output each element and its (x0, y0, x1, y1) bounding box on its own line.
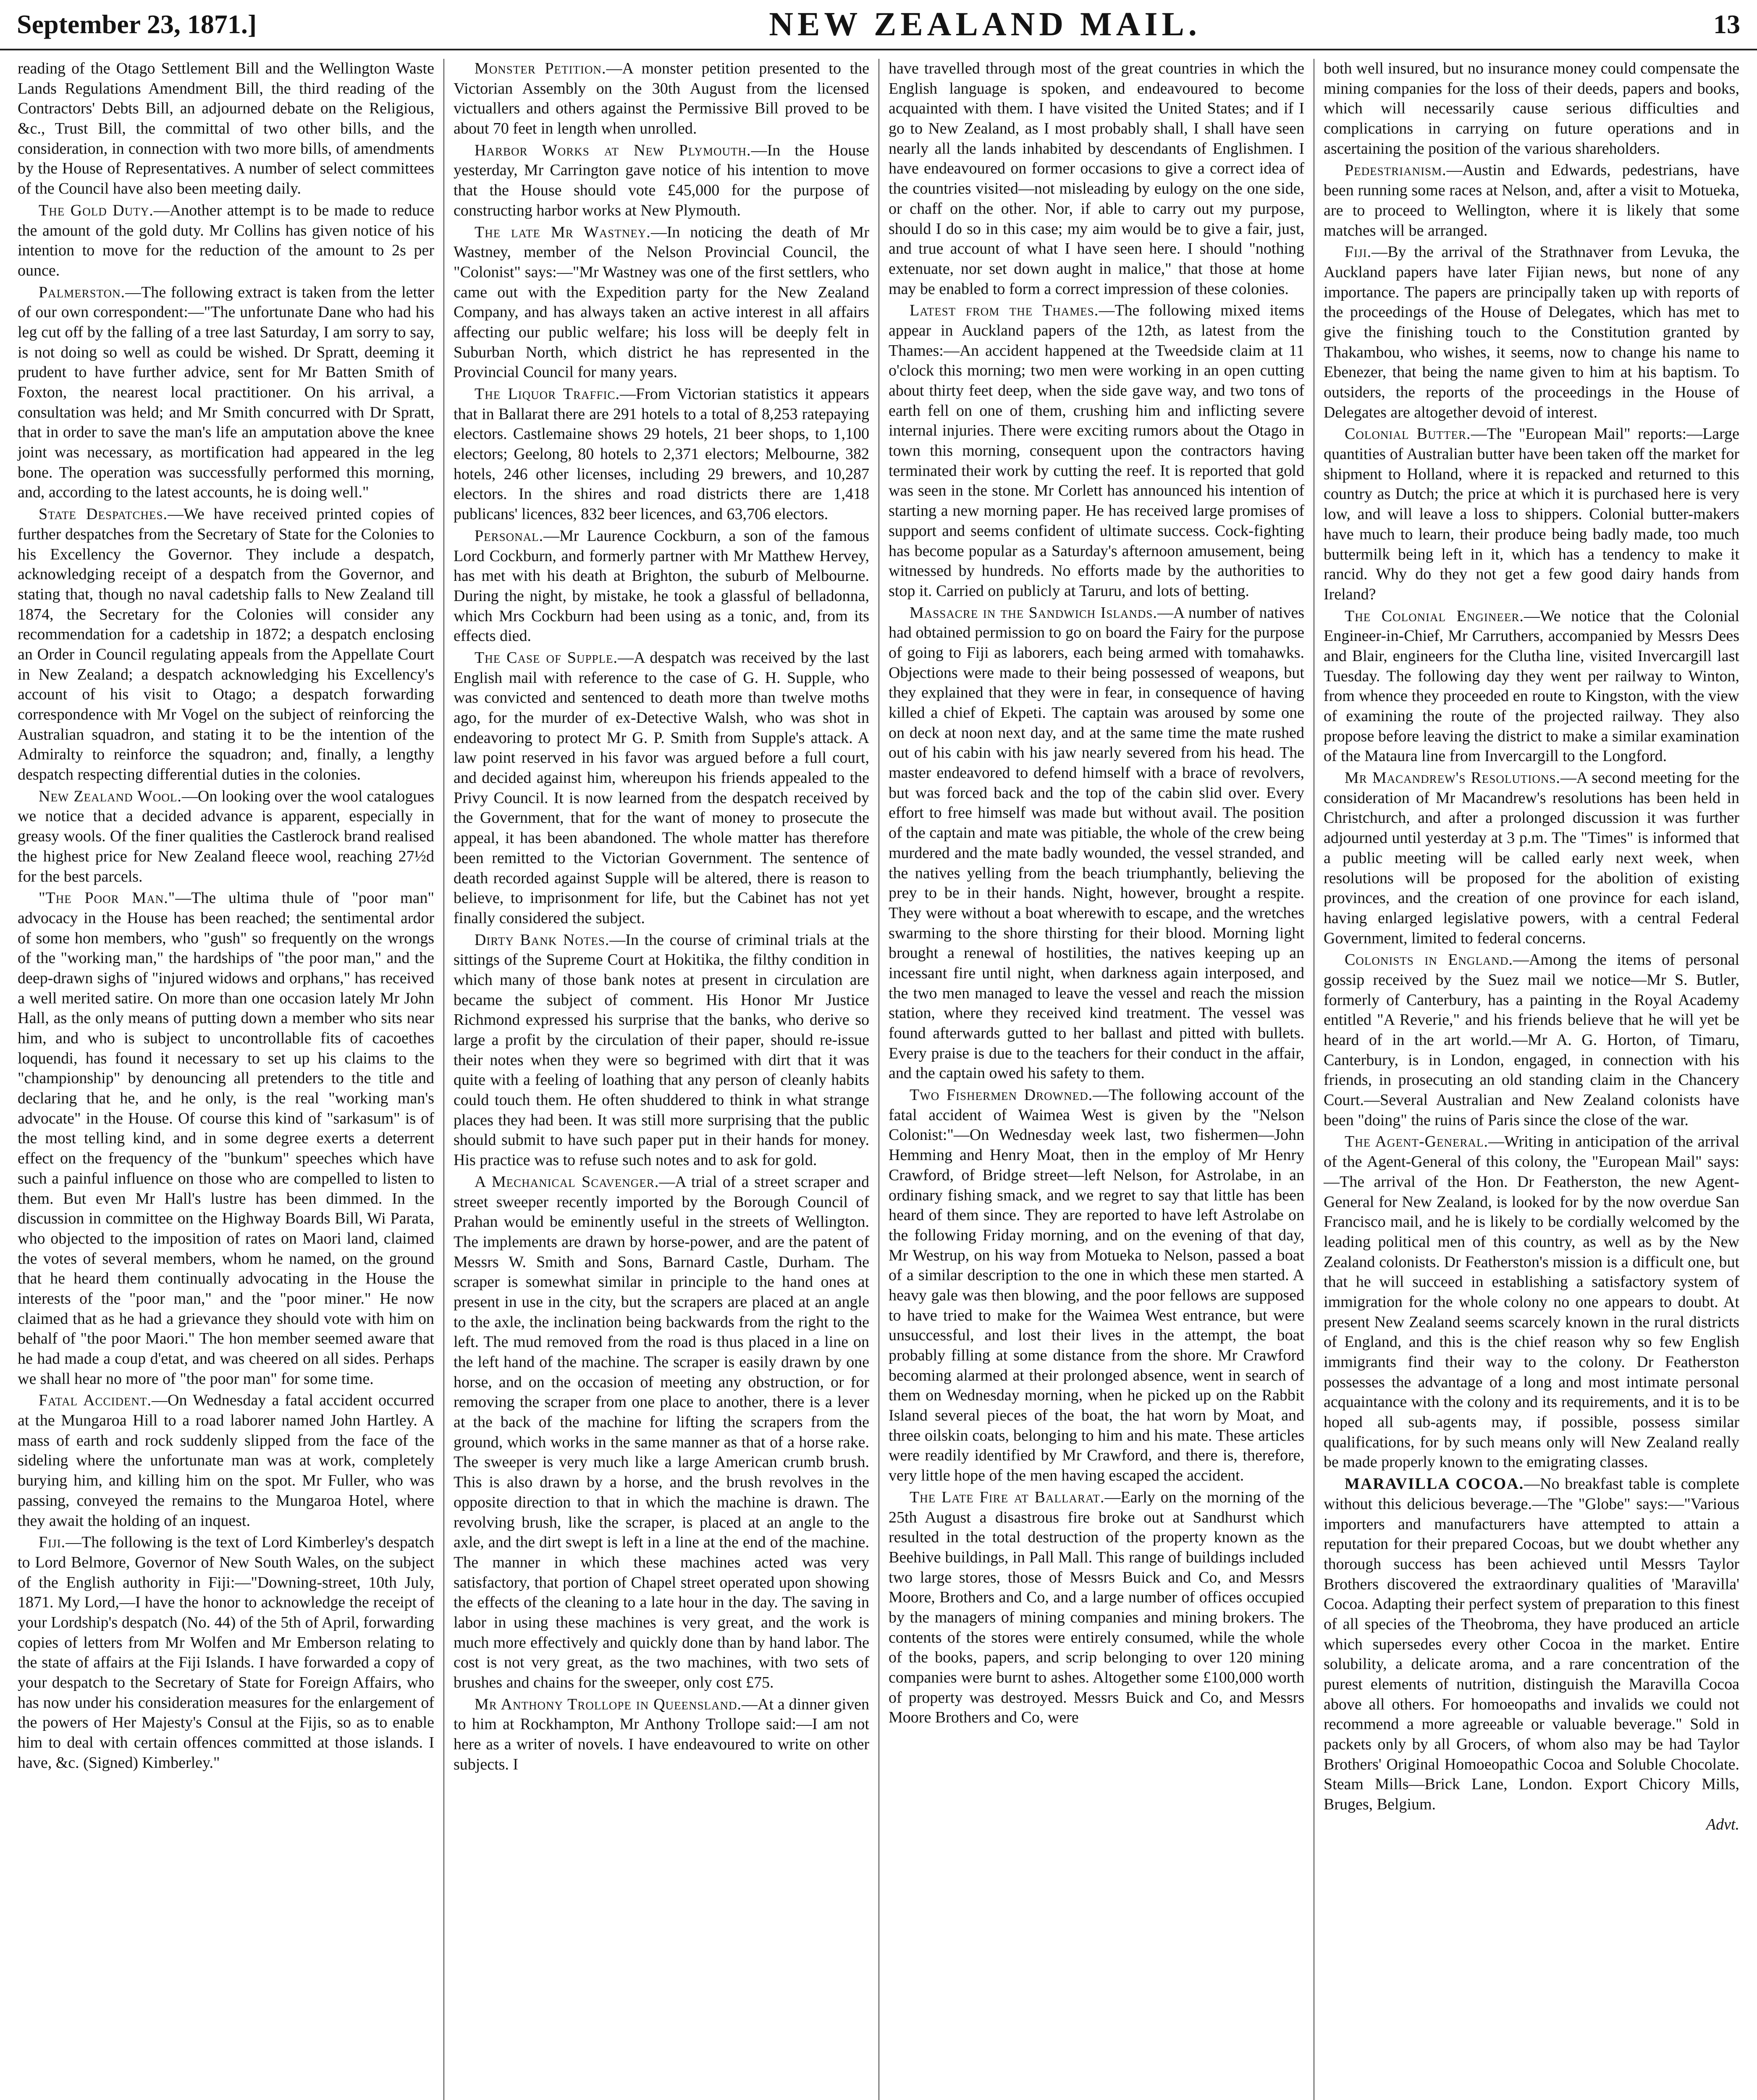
item-paragraph (889, 1488, 1304, 1728)
item-text: —On Wednesday a fatal accident occurred at the Mungaroa Hill to a road laborer named John Hartley. A mass of earth and rock suddenly slipped from the face of the sideling where the unfortunate man was at work, completely burying him, and killing him on the spot. Mr Fuller, who was passing, conveyed the remains to the Mungaroa Hotel, where they await the holding of an inquest. (18, 1391, 434, 1530)
item-heading: Colonial Butter. (1345, 425, 1471, 443)
item-heading: Palmerston. (39, 283, 126, 301)
news-item (454, 930, 869, 1171)
news-item (454, 141, 869, 221)
news-item (18, 504, 434, 785)
item-heading: The Case of Supple. (475, 648, 618, 667)
news-item (18, 1533, 434, 1773)
news-item (18, 283, 434, 503)
advertisement (1324, 1474, 1739, 1835)
item-heading: Massacre in the Sandwich Islands. (910, 604, 1157, 622)
item-text: reading of the Otago Settlement Bill and the Wellington Waste Lands Regulations Amendment Bill, the third reading of the Contractors' Debts Bill, an adjourned debate on the Religious, &c., Trust Bill, the committal of two other bills, and the consideration, in connection with two more bills, of amendments by the House of Representatives. A number of select committees of the Council have also been meeting daily. (18, 60, 434, 198)
item-paragraph (18, 283, 434, 503)
news-item (1324, 1132, 1739, 1473)
news-item (889, 603, 1304, 1084)
item-heading: Mr Macandrew's Resolutions. (1345, 769, 1560, 787)
article-columns (8, 59, 1749, 2100)
item-paragraph (18, 1533, 434, 1773)
item-paragraph (1324, 950, 1739, 1130)
item-text: —Another attempt is to be made to reduce the amount of the gold duty. Mr Collins has given notice of his intention to move for the reduction of the amount to 2s per ounce. (18, 201, 434, 279)
item-heading: Mr Anthony Trollope in Queensland. (475, 1695, 742, 1713)
item-heading: Fatal Accident. (39, 1391, 152, 1410)
item-text: —The following extract is taken from the letter of our own correspondent:—"The unfortunate Dane who had his leg cut off by the falling of a tree last Saturday, I am sorry to say, is not doing so well as could be wished. Dr Spratt, deeming it prudent to have further advice, sent for Mr Batten Smith of Foxton, the nearest local practitioner. On his arrival, a consultation was held; and Mr Smith concurred with Dr Spratt, that in order to save the man's life an amputation above the knee joint was necessary, as mortification had appeared in the leg bone. The operation was successfully performed this morning, and, according to the latest accounts, he is doing well." (18, 283, 434, 501)
item-heading: The Liquor Traffic. (475, 385, 620, 403)
issue-date: September 23, 1871.] (17, 9, 257, 39)
news-item (18, 59, 434, 199)
item-text: —In the course of criminal trials at the sittings of the Supreme Court at Hokitika, the filthy condition in which many of those bank notes at present in circulation are became the subject of comment. His Honor Mr Justice Richmond expressed his surprise that the banks, who derive so large a profit by the circulation of their paper, should re-issue their notes when they were so begrimed with dirt that it was quite with a feeling of loathing that any person of cleanly habits could touch them. He often shuddered to think in what strange places they had been. It was still more surprising that the public should submit to have such paper put in their hands for money. His practice was to refuse such notes and to ask for gold. (454, 931, 869, 1169)
item-text: —We have received printed copies of further despatches from the Secretary of State for the Colonies to his Excellency the Governor. They include a despatch, acknowledging receipt of a despatch from the Governor, and stating that, though no naval cadetship falls to New Zealand till 1874, the Secretary for the Colonies will consider any recommendation for a cadetship in 1872; a despatch enclosing an Order in Council regulating appeals from the Appellate Court in New Zealand; a despatch acknowledging his Excellency's account of his visit to Otago; a despatch forwarding correspondence with Mr Vogel on the subject of reinforcing the Australian squadron, and stating it to be the intention of the Admiralty to reinforce the squadron; and, finally, a lengthy despatch respecting differential duties in the colonies. (18, 505, 434, 784)
advert-mark: Advt. (1706, 1815, 1739, 1833)
item-text: —We notice that the Colonial Engineer-in-Chief, Mr Carruthers, accompanied by Messrs Dees and Blair, engineers for the Clutha line, visited Invercargill last Tuesday. The following day they went per railway to Winton, from whence they proceeded en route to Kingston, with the view of examining the route of the projected railway. They also propose before leaving the district to make a similar examination of the Mataura line from Invercargill to the Longford. (1324, 607, 1740, 765)
item-paragraph (1324, 160, 1739, 241)
item-text: —Austin and Edwards, pedestrians, have been running some races at Nelson, and, after a visit to Motueka, are to proceed to Wellington, where it is likely that some matches will be arranged. (1324, 161, 1739, 239)
news-item (1324, 768, 1739, 948)
item-heading: Fiji. (1345, 243, 1372, 261)
item-text: have travelled through most of the great countries in which the English language is spoken, and endeavoured to become acquainted with them. I have visited the United States; and if I go to New Zealand, as I most probably shall, I shall have seen nearly all the lands inhabited by descendants of Englishmen. I have endeavoured on former occasions to give a correct idea of the countries visited—not misleading by eulogy on the one side, or chaff on the other. Nor, if able to carry out my purpose, should I do so in this case; my aim would be to give a fair, just, and true account of what I have seen here. I should "nothing extenuate, nor set down aught in malice," that those at home may be enabled to form a correct impression of these colonies. (889, 60, 1304, 298)
page-number: 13 (1713, 9, 1740, 39)
item-text: —The ultima thule of "poor man" advocacy in the House has been reached; the sentimental ardor of some hon members, who "gush" so frequently on the wrongs of the "working man," the hardships of "the poor man," and the deep-drawn sighs of "injured widows and orphans," has received a well merited satire. On more than one occasion lately Mr John Hall, as the only means of putting down a member who sits near him, and who is subject to uncontrollable fits of cacoethes loquendi, has found it necessary to set up his claims to the "championship" by denouncing all pretenders to the title and declaring that he, and he only, is the real "working man's advocate" in the House. Of course this kind of "sarkasum" is of the most telling kind, and in some degree exerts a deterrent effect on the frequency of the "bunkum" speeches which have such a painful influence on those who are compelled to listen to them. But even Mr Hall's lustre has been dimmed. In the discussion in committee on the Highway Boards Bill, Wi Parata, who objected to the imposition of rates on Maori land, claimed the votes of several members, whom he named, on the ground that he heard them continually advocating in the House the interests of the "poor man," and the "poor miner." He now claimed that as he had a grievance they should vote with him on behalf of "the poor Maori." The hon member seemed aware that he had made a coup d'etat, and was cheered on all sides. Perhaps we shall hear no more of "the poor man" for some time. (18, 889, 434, 1388)
item-paragraph (454, 1695, 869, 1775)
item-text: —Early on the morning of the 25th August a disastrous fire broke out at Sandhurst which resulted in the total destruction of the property known as the Beehive buildings, in Pall Mall. This range of buildings included two large stores, those of Messrs Buick and Co, and Messrs Moore, Brothers and Co, and a large number of offices occupied by the managers of mining companies and mining brokers. The contents of the stores were entirely consumed, while the whole of the books, papers, and scrip belonging to over 120 mining companies were burnt to ashes. Altogether some £100,000 worth of property was destroyed. Messrs Buick and Co, and Messrs Moore Brothers and Co, were (889, 1488, 1305, 1727)
news-item (889, 1488, 1304, 1728)
item-text: —A number of natives had obtained permission to go on board the Fairy for the purpose of going to Fiji as laborers, each being armed with tomahawks. Objections were made to their being possessed of weapons, but they explained that they were in fear, in consequence of having killed a chief of Ekpeti. The captain was aroused by some one on deck at noon next day, and at the same time the mate rushed out of his cabin with his jaw nearly severed from his head. The master endeavored to defend himself with a brace of revolvers, but was forced back and the top of the cabin slid over. Every effort to free himself was made but without avail. The position of the captain and mate was pitiable, the whole of the crew being murdered and the mate badly wounded, the vessel stranded, and the natives yelling from the beach triumphantly, believing the prey to be in their hands. Night, however, brought a respite. They were without a boat wherewith to escape, and the wretches swarming to the shore thirsting for their blood. Morning light brought a renewal of hostilities, the natives keeping up an incessant fire until night, when darkness again interposed, and the two men managed to leave the vessel and reach the mission station, where they received kind treatment. The vessel was found afterwards gutted to her ballast and pitted with bullets. Every praise is due to the teachers for their conduct in the affair, and the captain owed his safety to them. (889, 604, 1305, 1082)
news-item (889, 1085, 1304, 1486)
news-item (454, 1695, 869, 1775)
item-text: —The following mixed items appear in Auckland papers of the 12th, as latest from the Thames:—An accident happened at the Tweedside claim at 11 o'clock this morning; two men were working in an open cutting about thirty feet deep, when the side gave way, and two tons of earth fell on one of them, crushing him and inflicting severe internal injuries. There were exciting rumors about the Otago in town this morning, consequent upon the contractors having terminated their work by cutting the reef. It is reported that gold was seen in the stone. Mr Corlett has announced his intention of starting a new morning paper. He has received large promises of support and seems confident of ultimate success. Cock-fighting has become popular as a Saturday's afternoon amusement, being witnessed by hundreds. No efforts made by the authorities to stop it. Carried on publicly at Taruru, and lots of betting. (889, 302, 1305, 600)
item-text: —Among the items of personal gossip received by the Suez mail we notice—Mr S. Butler, formerly of Canterbury, has a painting in the Royal Academy entitled "A Reverie," and his friends believe that he will yet be heard of in the art world.—Mr A. G. Horton, of Timaru, Canterbury, is in London, engaged, in connection with his friends, in prosecuting an old standing claim in the Chancery Court.—Several Australian and New Zealand colonists have been "doing" the ruins of Paris since the close of the war. (1324, 951, 1739, 1129)
item-heading: Dirty Bank Notes. (475, 931, 610, 949)
item-text: both well insured, but no insurance money could compensate the mining companies for the loss of their deeds, papers and books, which will necessarily cause serious difficulties and complications in carrying on future operations and in ascertaining the position of the various shareholders. (1324, 60, 1739, 158)
column-3 (878, 59, 1314, 2100)
item-paragraph (18, 504, 434, 785)
item-paragraph (1324, 768, 1739, 948)
item-paragraph (1324, 242, 1739, 423)
column-1 (8, 59, 443, 2100)
item-paragraph (454, 141, 869, 221)
item-text: —No breakfast table is complete without this delicious beverage.—The "Globe" says:—"Various importers and manufacturers have attempted to attain a reputation for their prepared Cocoas, but we doubt whether any thorough success has been achieved until Messrs Taylor Brothers discovered the extraordinary qualities of 'Maravilla' Cocoa. Adapting their perfect system of preparation to this finest of all species of the Theobroma, they have produced an article which supersedes every other Cocoa in the market. Entire solubility, a delicate aroma, and a rare concentration of the purest elements of nutrition, distinguish the Maravilla Cocoa above all others. For homoeopaths and invalids we could not recommend a more agreeable or valuable beverage." Sold in packets only by all Grocers, of whom also may be had Taylor Brothers' Original Homoeopathic Cocoa and Soluble Chocolate. Steam Mills—Brick Lane, London. Export Chicory Mills, Bruges, Belgium. (1324, 1475, 1739, 1814)
item-paragraph (1324, 59, 1739, 159)
news-item (454, 1172, 869, 1693)
item-text: —In the House yesterday, Mr Carrington gave notice of his intention to move that the House should vote £45,000 for the purpose of constructing harbor works at New Plymouth. (454, 141, 869, 219)
item-text: —The following is the text of Lord Kimberley's despatch to Lord Belmore, Governor of New South Wales, on the subject of the English authority in Fiji:—"Downing-street, 10th July, 1871. My Lord,—I have the honor to acknowledge the receipt of your Lordship's despatch (No. 44) of the 5th of April, forwarding copies of letters from Mr Wolfen and Mr Emberson relating to the state of affairs at the Fiji Islands. I have forwarded a copy of your despatch to the Secretary of State for Foreign Affairs, who has now under his consideration measures for the enlargement of the powers of Her Majesty's Consul at the Fijis, so as to enable him to deal with certain offences committed at those islands. I have, &c. (Signed) Kimberley." (18, 1533, 434, 1772)
news-item (1324, 424, 1739, 604)
item-paragraph (889, 603, 1304, 1084)
item-heading: Two Fishermen Drowned. (910, 1086, 1093, 1104)
item-paragraph (454, 223, 869, 383)
item-text: —By the arrival of the Strathnaver from Levuka, the Auckland papers have later Fijian news, but none of any importance. The papers are principally taken up with reports of the proceedings of the House of Delegates, which has met to give the finishing touch to the Constitution granted by Thakambou, who wishes, it seems, now to change his name to Ebenezer, that being the name given to him at his baptism. To outsiders, the reports of the proceedings in the House of Delegates are altogether devoid of interest. (1324, 243, 1739, 421)
news-item (1324, 160, 1739, 241)
item-text: —Writing in anticipation of the arrival of the Agent-General of this colony, the "European Mail" says:—The arrival of the Hon. Dr Featherston, the new Agent-General for New Zealand, is looked for by the now overdue San Francisco mail, and he is likely to be cordially welcomed by the leading political men of this country, as well as by the New Zealand colonists. Dr Featherston's mission is a difficult one, but that he will succeed in establishing a satisfactory system of immigration for the whole colony no one appears to doubt. At present New Zealand seems scarcely known in the rural districts of England, and this is the chief reason why so few English immigrants find their way to the colony. Dr Featherston possesses the advantage of a long and most intimate personal acquaintance with the colony and its requirements, and it is to be hoped all sub-agents may, if possible, possess similar qualifications, for by such means only will New Zealand really be made properly known to the emigrating classes. (1324, 1133, 1739, 1471)
news-item (18, 201, 434, 281)
news-item (18, 787, 434, 887)
item-paragraph (889, 301, 1304, 601)
column-2 (443, 59, 878, 2100)
item-heading: The Gold Duty. (39, 201, 154, 219)
masthead (0, 0, 1757, 50)
item-paragraph (454, 648, 869, 929)
news-item (454, 648, 869, 929)
column-4 (1314, 59, 1749, 2100)
item-text: —The following account of the fatal accident of Waimea West is given by the "Nelson Colonist:"—On Wednesday week last, two fishermen—John Hemming and Henry Moat, then in the employ of Mr Henry Crawford, of Bridge street—left Nelson, for Astrolabe, in an ordinary fishing smack, and we regret to say that little has been heard of them since. They are reported to have left Astrolabe on the following Friday morning, and on the evening of that day, Mr Westrup, on his way from Motueka to Nelson, passed a boat of a similar description to the one in which these men started. A heavy gale was then blowing, and the poor fellows are supposed to have tried to make for the Waimea West entrance, but were unsuccessful, and lost their lives in the attempt, the boat probably filling at some distance from the shore. Mr Crawford becoming alarmed at their prolonged absence, went in search of them on Wednesday morning, when he picked up on the Rabbit Island several pieces of the boat, the hat worn by Moat, and three oilskin coats, belonging to him and his mate. These articles were readily identified by Mr Crawford, and there is, therefore, very little hope of the men having escaped the accident. (889, 1086, 1304, 1485)
item-heading: Colonists in England. (1345, 951, 1513, 969)
item-heading: Latest from the Thames. (910, 302, 1099, 320)
item-text: —On looking over the wool catalogues we notice that a decided advance is apparent, especially in greasy wools. Of the finer qualities the Castlerock brand realised the highest price for New Zealand fleece wool, reaching 27½d for the best parcels. (18, 787, 435, 885)
news-item (1324, 59, 1739, 159)
item-text: —A trial of a street scraper and street sweeper recently imported by the Borough Council of Prahan would be eminently useful in the streets of Wellington. The implements are drawn by horse-power, and are the patent of Messrs W. Smith and Sons, Barnard Castle, Durham. The scraper is somewhat similar in principle to the hand ones at present in use in the city, but the scrapers are placed at an angle to the axle, the inclination being backwards from the right to the left. The mud removed from the road is thus placed in a line on the left hand of the machine. The scraper is easily drawn by one horse, and on the occasion of meeting any obstruction, or for removing the scraper from one place to another, there is a lever at the back of the machine for lifting the scrapers from the ground, which works in the same manner as that of a horse rake. The sweeper is very much like a large American crumb brush. This is also drawn by a horse, and the brush revolves in the opposite direction to that in which the machine is drawn. The revolving brush, like the scraper, is placed at an angle to the axle, and the dirt swept is left in a line at the end of the machine. The manner in which these machines acted was very satisfactory, that portion of Chapel street operated upon showing the effects of the cleaning to a late hour in the day. The saving in labor in using these machines is very great, and the work is much more effectively and quickly done than by hand labor. The cost is not very great, as the two machines, with two sets of brushes and chains for the sweeper, only cost £75. (454, 1173, 869, 1691)
newspaper-title: NEW ZEALAND MAIL. (769, 5, 1201, 43)
item-text: —A second meeting for the consideration of Mr Macandrew's resolutions has been held in Christchurch, and after a prolonged discussion it was further adjourned until yesterday at 3 p.m. The "Times" is informed that a public meeting will be called early next week, when resolutions will be proposed for the abolition of existing provinces, and the creation of one province for each island, having enlarged legislative powers, with a central Federal Government, limited to federal concerns. (1324, 769, 1739, 947)
item-heading: MARAVILLA COCOA. (1345, 1475, 1524, 1493)
item-heading: The Late Fire at Ballarat. (910, 1488, 1105, 1506)
item-heading: The Colonial Engineer. (1345, 607, 1524, 625)
item-paragraph (18, 201, 434, 281)
news-item (454, 59, 869, 139)
item-heading: New Zealand Wool. (39, 787, 182, 805)
news-item (454, 384, 869, 525)
item-text: —At a dinner given to him at Rockhampton, Mr Anthony Trollope said:—I am not here as a writer of novels. I have endeavoured to write on other subjects. I (454, 1695, 869, 1773)
news-item (889, 301, 1304, 601)
item-heading: "The Poor Man." (39, 889, 176, 907)
item-paragraph (454, 1172, 869, 1693)
news-item (454, 223, 869, 383)
item-text: —In noticing the death of Mr Wastney, member of the Nelson Provincial Council, the "Colonist" says:—"Mr Wastney was one of the first settlers, who came out with the Expedition party for the New Zealand Company, and has always taken an active interest in all affairs affecting our public welfare; his loss will be deeply felt in Suburban North, which district he has represented in the Provincial Council for many years. (454, 223, 869, 381)
item-heading: State Despatches. (39, 505, 168, 523)
item-paragraph (18, 888, 434, 1389)
item-heading: Harbor Works at New Plymouth. (475, 141, 751, 159)
item-heading: A Mechanical Scavenger. (475, 1173, 659, 1191)
item-paragraph (889, 59, 1304, 299)
item-heading: Personal. (475, 527, 544, 545)
news-item (1324, 606, 1739, 767)
item-paragraph (1324, 1474, 1739, 1815)
item-paragraph (18, 787, 434, 887)
news-item (18, 888, 434, 1389)
item-heading: Fiji. (39, 1533, 66, 1551)
item-text: —Mr Laurence Cockburn, a son of the famous Lord Cockburn, and formerly partner with Mr Matthew Hervey, has met with his death at Brighton, the suburb of Melbourne. During the night, by mistake, he took a glassful of belladonna, which Mrs Cockburn had been using as a tonic, and, from its effects died. (454, 527, 869, 645)
item-paragraph (454, 930, 869, 1171)
item-heading: Monster Petition. (475, 60, 606, 77)
item-paragraph (18, 59, 434, 199)
item-heading: Pedestrianism. (1345, 161, 1447, 179)
item-text: —The "European Mail" reports:—Large quantities of Australian butter have been taken off the market for shipment to Holland, where it is repacked and returned to this country as Dutch; the price at which it is purchased here is very low, and will leave a loss to shippers. Colonial butter-makers have much to learn, their produce being badly made, too much buttermilk being left in it, which has a tendency to make it rancid. Why do they not get a few good dairy hands from Ireland? (1324, 425, 1739, 603)
item-paragraph (889, 1085, 1304, 1486)
item-heading: The late Mr Wastney. (475, 223, 651, 241)
item-paragraph (1324, 1132, 1739, 1473)
item-text: —A despatch was received by the last English mail with reference to the case of G. H. Supple, who was convicted and sentenced to death more than twelve moths ago, for the murder of ex-Detective Walsh, who was shot in endeavoring to protect Mr G. P. Smith from Supple's attack. A law point reserved in his favor was argued before a full court, and decided against him, whereupon his friends appealed to the Privy Council. It is now learned from the despatch received by the Government, that for the want of money to prosecute the appeal, it has been abandoned. The whole matter has therefore been remitted to the Victorian Government. The sentence of death recorded against Supple will be altered, there is reason to believe, to imprisonment for life, but the Cabinet has not yet finally considered the subject. (454, 648, 869, 927)
item-paragraph (454, 526, 869, 646)
news-item (454, 526, 869, 646)
news-item (1324, 242, 1739, 423)
item-paragraph (454, 59, 869, 139)
item-paragraph (1324, 606, 1739, 767)
item-text: —A monster petition presented to the Victorian Assembly on the 30th August from the licensed victuallers and others against the Permissive Bill proved to be about 70 feet in length when unrolled. (454, 60, 869, 138)
item-paragraph (18, 1391, 434, 1531)
item-heading: The Agent-General. (1345, 1133, 1489, 1151)
news-item (889, 59, 1304, 299)
news-item (18, 1391, 434, 1531)
item-paragraph (1324, 424, 1739, 604)
item-text: —From Victorian statistics it appears that in Ballarat there are 291 hotels to a total of 8,253 ratepaying electors. Castlemaine shows 29 hotels, 21 beer shops, to 1,100 electors; Geelong, 80 hotels to 2,371 electors; Melbourne, 382 hotels, 246 other licenses, including 29 brewers, and 10,287 electors. In the shires and road districts there are 1,418 publicans' licences, 832 beer licences, and 63,706 electors. (454, 385, 869, 523)
news-item (1324, 950, 1739, 1130)
item-paragraph (454, 384, 869, 525)
